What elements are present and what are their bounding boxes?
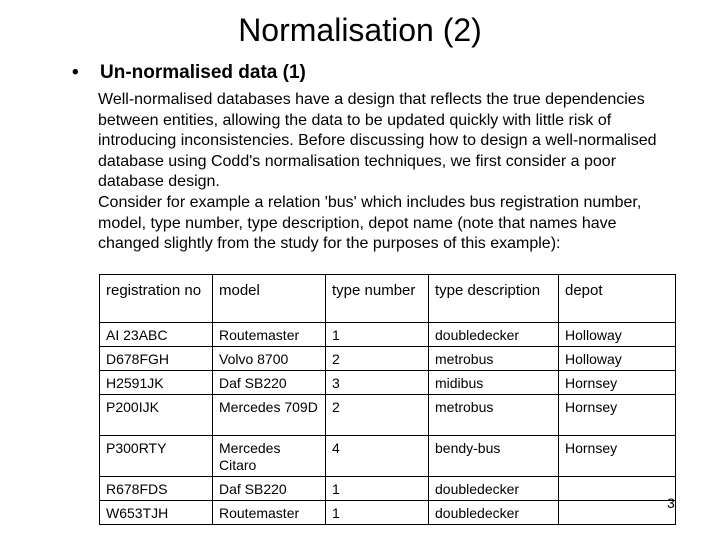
cell-depot: Hornsey [559,436,676,477]
cell-type-description: doubledecker [429,323,559,347]
table-header-row [100,275,676,323]
table-row [100,371,676,395]
cell-model: Routemaster [213,323,326,347]
cell-type-number: 2 [326,347,429,371]
cell-depot: Hornsey [559,395,676,436]
cell-model: Daf SB220 [213,477,326,501]
cell-type-description: metrobus [429,347,559,371]
table-row [100,323,676,347]
cell-model: Daf SB220 [213,371,326,395]
cell-registration: AI 23ABC [100,323,213,347]
header-type-description: type description [429,275,559,323]
cell-registration: P300RTY [100,436,213,477]
table-row [100,477,676,501]
slide-title: Normalisation (2) [238,12,482,48]
cell-registration: H2591JK [100,371,213,395]
header-registration-no: registration no [100,275,213,323]
cell-type-description: doubledecker [429,501,559,525]
header-model: model [213,275,326,323]
cell-type-number: 2 [326,395,429,436]
cell-depot [559,501,676,525]
cell-type-number: 4 [326,436,429,477]
cell-depot [559,477,676,501]
paragraph-example: Consider for example a relation 'bus' which includes bus registration number, model, type number, type description, depot name (note that names have changed slightly from the study for the purposes of this example): [98,193,642,253]
table-row [100,395,676,436]
cell-model: Volvo 8700 [213,347,326,371]
header-type-number: type number [326,275,429,323]
table-row [100,436,676,477]
cell-model: Mercedes Citaro [213,436,326,477]
bus-table [99,274,676,525]
heading-text: Un-normalised data (1) [100,62,306,83]
cell-type-description: midibus [429,371,559,395]
header-depot: depot [559,275,676,323]
page-number: 3 [667,495,675,511]
paragraph-intro: Well-normalised databases have a design that reflects the true dependencies between entities, allowing the data to be updated quickly with little risk of introducing inconsistencies. Before discussing how to design a well-normalised database using Codd's normalisation techniques, we first consider a poor database design. [98,91,657,191]
cell-type-description: doubledecker [429,477,559,501]
cell-registration: D678FGH [100,347,213,371]
cell-registration: R678FDS [100,477,213,501]
cell-depot: Hornsey [559,371,676,395]
body-text [98,90,678,255]
cell-depot: Holloway [559,347,676,371]
cell-type-number: 1 [326,477,429,501]
bullet-icon: • [72,62,79,83]
cell-type-description: bendy-bus [429,436,559,477]
cell-registration: W653TJH [100,501,213,525]
table-row [100,501,676,525]
cell-type-number: 1 [326,323,429,347]
table-row [100,347,676,371]
cell-registration: P200IJK [100,395,213,436]
cell-type-description: metrobus [429,395,559,436]
bullet-heading [72,61,306,85]
cell-type-number: 1 [326,501,429,525]
cell-type-number: 3 [326,371,429,395]
cell-model: Mercedes 709D [213,395,326,436]
cell-model: Routemaster [213,501,326,525]
cell-depot: Holloway [559,323,676,347]
